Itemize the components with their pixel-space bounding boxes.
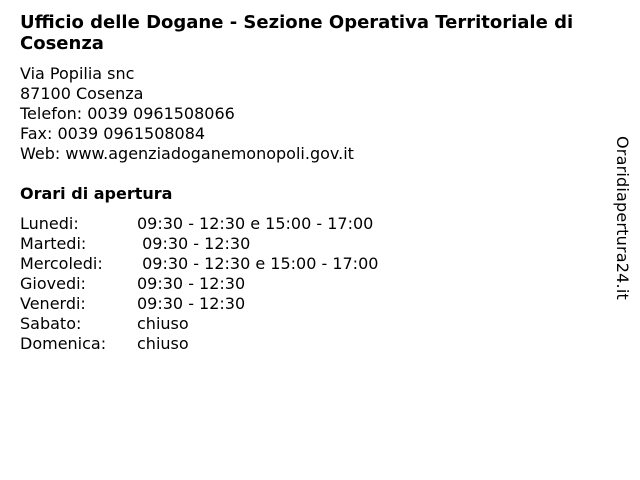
hours-row-wednesday (20, 254, 378, 274)
day-label: Lunedi: (20, 214, 79, 233)
time-value: 09:30 - 12:30 (137, 294, 246, 313)
opening-hours-heading: Orari di apertura (20, 184, 173, 203)
address-block (20, 64, 354, 164)
hours-row-tuesday (20, 234, 378, 254)
hours-row-monday (20, 214, 378, 234)
day-label: Domenica: (20, 334, 107, 353)
hours-row-saturday (20, 314, 378, 334)
day-label: Giovedi: (20, 274, 86, 293)
time-value: 09:30 - 12:30 (137, 234, 251, 253)
hours-row-thursday (20, 274, 378, 294)
time-value: chiuso (137, 334, 189, 353)
phone-number: Telefon: 0039 0961508066 (20, 104, 235, 123)
site-watermark: Oraridiapertura24.it (613, 136, 632, 300)
fax-number: Fax: 0039 0961508084 (20, 124, 206, 143)
website: Web: www.agenziadoganemonopoli.gov.it (20, 144, 354, 163)
opening-hours-list (20, 214, 378, 354)
time-value: 09:30 - 12:30 (137, 274, 246, 293)
time-value: chiuso (137, 314, 189, 333)
postal-city: 87100 Cosenza (20, 84, 144, 103)
time-value: 09:30 - 12:30 e 15:00 - 17:00 (137, 254, 379, 273)
street-address: Via Popilia snc (20, 64, 135, 83)
hours-row-friday (20, 294, 378, 314)
time-value: 09:30 - 12:30 e 15:00 - 17:00 (137, 214, 374, 233)
day-label: Martedi: (20, 234, 87, 253)
day-label: Venerdi: (20, 294, 86, 313)
day-label: Mercoledi: (20, 254, 103, 273)
office-title: Ufficio delle Dogane - Sezione Operativa Territoriale di Cosenza (20, 12, 574, 54)
day-label: Sabato: (20, 314, 82, 333)
hours-row-sunday (20, 334, 378, 354)
